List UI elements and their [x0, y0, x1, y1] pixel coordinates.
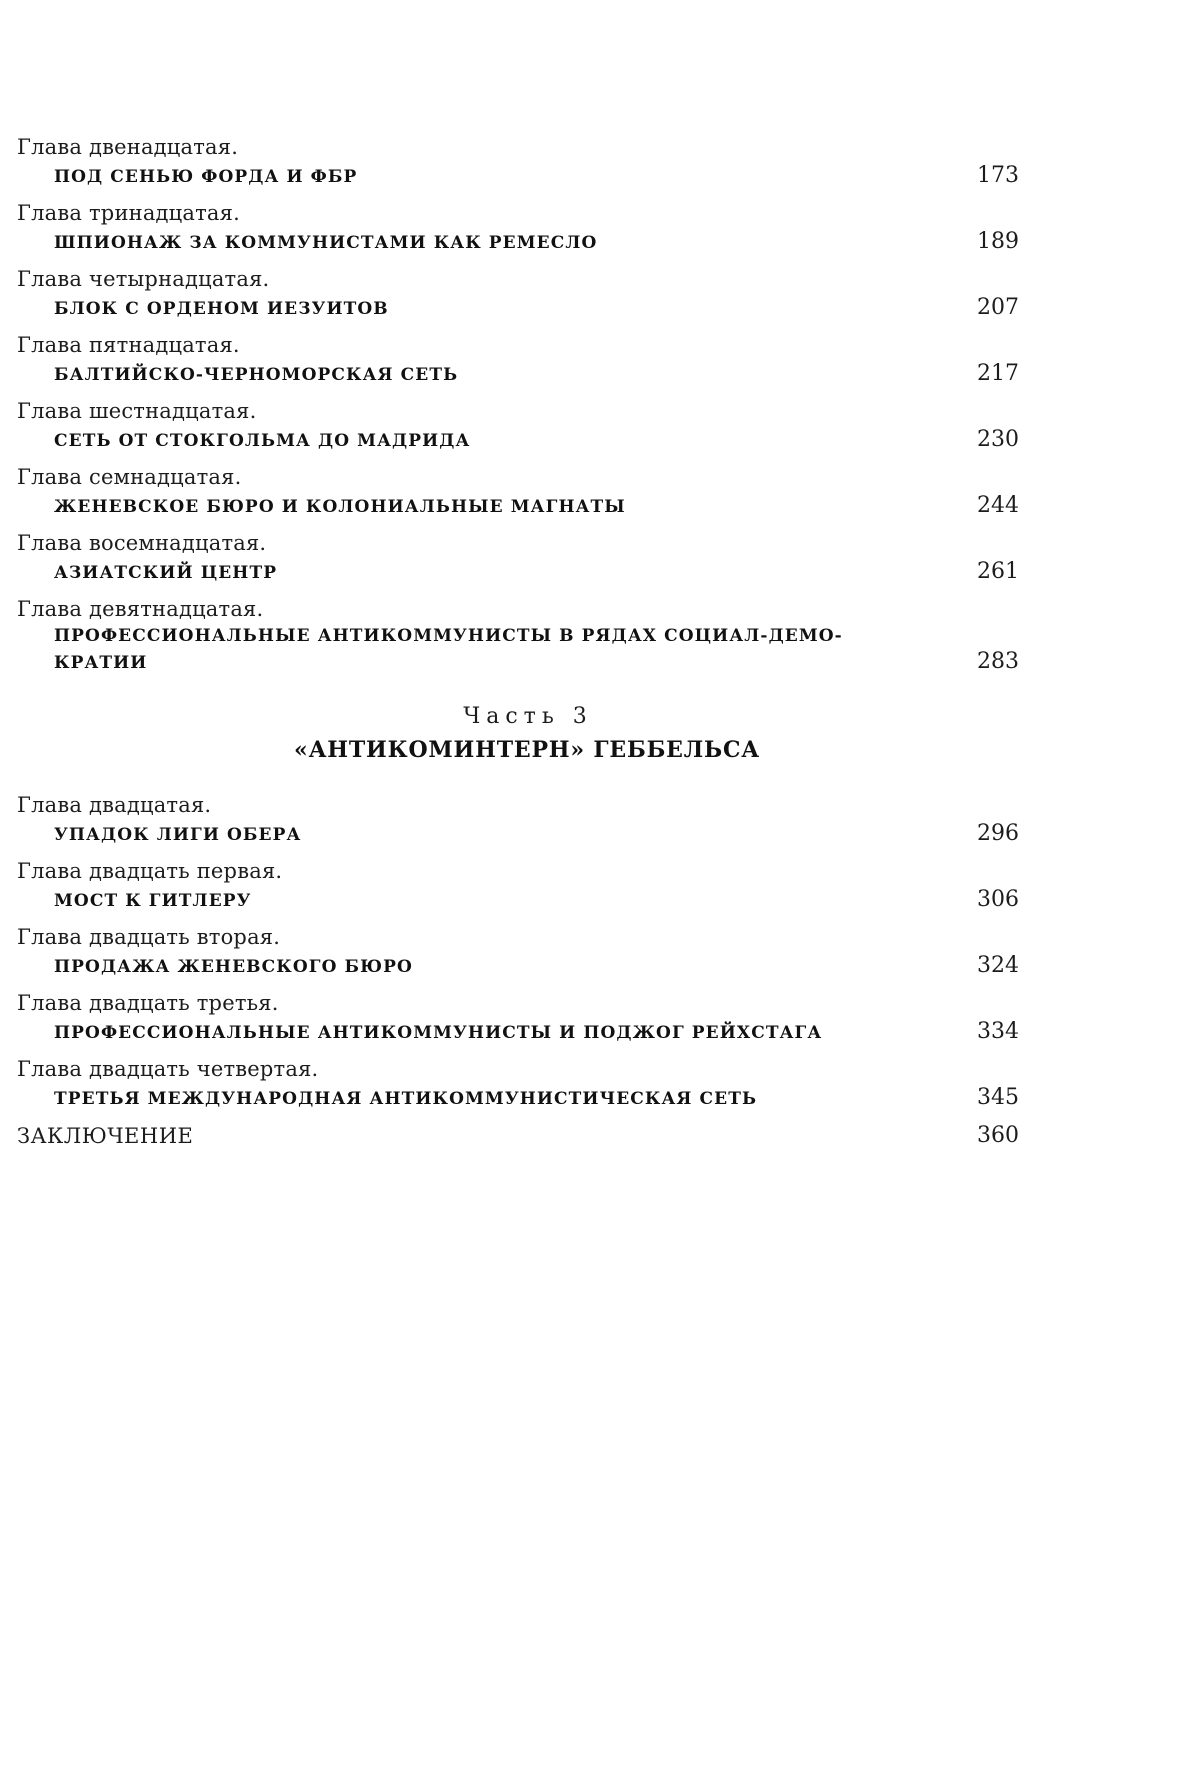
chapter-label: Глава шестнадцатая.	[17, 399, 257, 423]
chapter-label: Глава двадцать третья.	[17, 991, 279, 1015]
page-number: 189	[977, 229, 1019, 254]
chapter-title: МОСТ К ГИТЛЕРУ	[54, 891, 252, 911]
part-title: «АНТИКОМИНТЕРН» ГЕББЕЛЬСА	[294, 737, 760, 763]
toc-entry-chapter-20[interactable]	[17, 791, 1037, 849]
chapter-label: Глава четырнадцатая.	[17, 267, 270, 291]
page-number: 244	[977, 493, 1019, 518]
toc-entry-chapter-21[interactable]	[17, 857, 1037, 915]
chapter-title: УПАДОК ЛИГИ ОБЕРА	[54, 825, 302, 845]
page-number: 324	[977, 953, 1019, 978]
page-number: 217	[977, 361, 1019, 386]
chapter-title: СЕТЬ ОТ СТОКГОЛЬМА ДО МАДРИДА	[54, 431, 471, 451]
chapter-label: Глава восемнадцатая.	[17, 531, 267, 555]
chapter-label: Глава двенадцатая.	[17, 135, 239, 159]
chapter-label: Глава двадцать вторая.	[17, 925, 281, 949]
toc-entry-chapter-23[interactable]	[17, 989, 1037, 1047]
chapter-title: ТРЕТЬЯ МЕЖДУНАРОДНАЯ АНТИКОММУНИСТИЧЕСКАЯ СЕТЬ	[54, 1089, 758, 1109]
page-number: 261	[977, 559, 1019, 584]
part-heading	[17, 701, 1037, 767]
toc-entry-chapter-16[interactable]	[17, 397, 1037, 455]
toc-entry-chapter-15[interactable]	[17, 331, 1037, 389]
chapter-title: ПОД СЕНЬЮ ФОРДА И ФБР	[54, 167, 358, 187]
page-number: 207	[977, 295, 1019, 320]
page-number: 230	[977, 427, 1019, 452]
toc-entry-chapter-17[interactable]	[17, 463, 1037, 521]
chapter-title: ПРОФЕССИОНАЛЬНЫЕ АНТИКОММУНИСТЫ И ПОДЖОГ РЕЙХСТАГА	[54, 1023, 823, 1043]
chapter-label: Глава тринадцатая.	[17, 201, 240, 225]
chapter-label: Глава пятнадцатая.	[17, 333, 240, 357]
toc-entry-chapter-14[interactable]	[17, 265, 1037, 323]
chapter-label: Глава девятнадцатая.	[17, 597, 264, 621]
chapter-title: ЖЕНЕВСКОЕ БЮРО И КОЛОНИАЛЬНЫЕ МАГНАТЫ	[54, 497, 626, 517]
chapter-title: БАЛТИЙСКО-ЧЕРНОМОРСКАЯ СЕТЬ	[54, 365, 459, 385]
chapter-label: Глава двадцать четвертая.	[17, 1057, 319, 1081]
chapter-label: Глава двадцатая.	[17, 793, 212, 817]
page-number: 360	[977, 1123, 1019, 1148]
chapter-title: ПРОДАЖА ЖЕНЕВСКОГО БЮРО	[54, 957, 413, 977]
toc-entry-chapter-12[interactable]	[17, 133, 1037, 191]
chapter-title: АЗИАТСКИЙ ЦЕНТР	[54, 563, 278, 583]
page-number: 334	[977, 1019, 1019, 1044]
toc-entry-chapter-18[interactable]	[17, 529, 1037, 587]
page-number: 296	[977, 821, 1019, 846]
part-label: Часть 3	[463, 704, 593, 729]
toc-entry-chapter-19[interactable]	[17, 595, 1037, 677]
page-number: 345	[977, 1085, 1019, 1110]
page-number: 283	[977, 649, 1019, 674]
conclusion-label: ЗАКЛЮЧЕНИЕ	[17, 1124, 194, 1148]
chapter-title: ШПИОНАЖ ЗА КОММУНИСТАМИ КАК РЕМЕСЛО	[54, 233, 598, 253]
chapter-label: Глава семнадцатая.	[17, 465, 242, 489]
page-number: 306	[977, 887, 1019, 912]
toc-entry-chapter-24[interactable]	[17, 1055, 1037, 1113]
toc-entry-conclusion[interactable]	[17, 1121, 1037, 1151]
chapter-title: ПРОФЕССИОНАЛЬНЫЕ АНТИКОММУНИСТЫ В РЯДАХ СОЦИАЛ-ДЕМО-КРАТИИ	[54, 626, 843, 673]
chapter-title: БЛОК С ОРДЕНОМ ИЕЗУИТОВ	[54, 299, 389, 319]
table-of-contents	[17, 133, 1037, 1151]
page-number: 173	[977, 163, 1019, 188]
toc-entry-chapter-13[interactable]	[17, 199, 1037, 257]
chapter-label: Глава двадцать первая.	[17, 859, 283, 883]
toc-entry-chapter-22[interactable]	[17, 923, 1037, 981]
